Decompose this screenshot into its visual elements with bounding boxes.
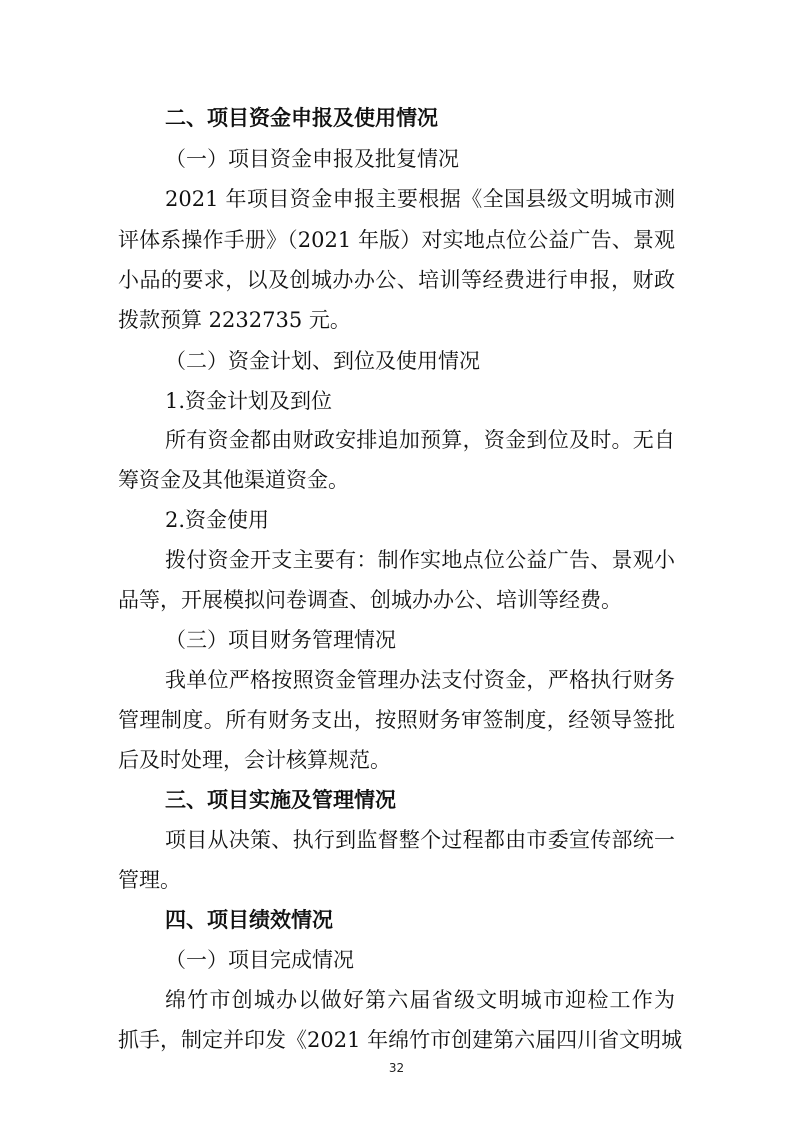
paragraph-line: 绵竹市创城办以做好第六届省级文明城市迎检工作为 xyxy=(165,988,675,1012)
paragraph-line: 后及时处理，会计核算规范。 xyxy=(118,748,391,772)
item-heading-1: 1.资金计划及到位 xyxy=(165,389,333,413)
subheading-4-1: （一）项目完成情况 xyxy=(165,948,354,972)
item-heading-2: 2.资金使用 xyxy=(165,508,270,532)
paragraph-line: 管理制度。所有财务支出，按照财务审签制度，经领导签批 xyxy=(118,708,675,732)
paragraph-line: 筹资金及其他渠道资金。 xyxy=(118,468,349,492)
subheading-2-3: （三）项目财务管理情况 xyxy=(165,628,396,652)
paragraph-line: 抓手，制定并印发《2021 年绵竹市创建第六届四川省文明城 xyxy=(118,1028,683,1052)
paragraph-line: 所有资金都由财政安排追加预算，资金到位及时。无自 xyxy=(165,428,675,452)
paragraph-line: 拨付资金开支主要有：制作实地点位公益广告、景观小 xyxy=(165,548,675,572)
paragraph-line: 管理。 xyxy=(118,868,181,892)
heading-3: 三、项目实施及管理情况 xyxy=(165,788,396,812)
heading-2: 二、项目资金申报及使用情况 xyxy=(165,106,438,130)
paragraph-line: 品等，开展模拟问卷调查、创城办办公、培训等经费。 xyxy=(118,588,622,612)
paragraph-line: 评体系操作手册》（2021 年版）对实地点位公益广告、景观 xyxy=(118,228,675,252)
paragraph-line: 我单位严格按照资金管理办法支付资金，严格执行财务 xyxy=(165,668,675,692)
subheading-2-1: （一）项目资金申报及批复情况 xyxy=(165,147,459,171)
page-number: 32 xyxy=(388,1061,405,1075)
subheading-2-2: （二）资金计划、到位及使用情况 xyxy=(165,349,480,373)
paragraph-line: 2021 年项目资金申报主要根据《全国县级文明城市测 xyxy=(165,187,675,211)
heading-4: 四、项目绩效情况 xyxy=(165,908,333,932)
paragraph-line: 拨款预算 2232735 元。 xyxy=(118,308,351,332)
paragraph-line: 项目从决策、执行到监督整个过程都由市委宣传部统一 xyxy=(165,828,675,852)
paragraph-line: 小品的要求，以及创城办办公、培训等经费进行申报，财政 xyxy=(118,268,675,292)
